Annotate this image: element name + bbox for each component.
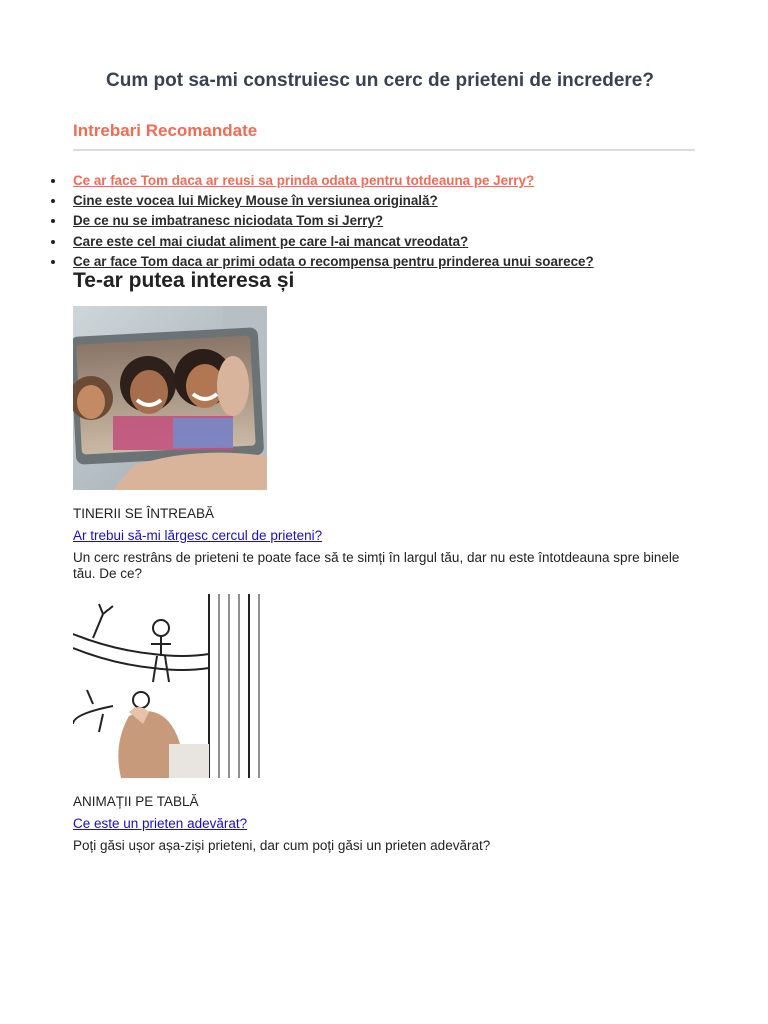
recommended-questions-list bbox=[73, 172, 713, 273]
card-description: Poți găsi ușor așa-ziși prieteni, dar cum poți găsi un prieten adevărat? bbox=[73, 838, 491, 853]
related-heading: Te-ar putea interesa și bbox=[73, 269, 295, 292]
card-category: ANIMAȚII PE TABLĂ bbox=[73, 794, 199, 809]
whiteboard-animation-image[interactable] bbox=[73, 594, 267, 778]
question-link-5[interactable]: Ce ar face Tom daca ar primi odata o recompensa pentru prinderea unui soarece? bbox=[73, 253, 594, 269]
friends-selfie-image[interactable] bbox=[73, 306, 267, 490]
question-link-1[interactable]: Ce ar face Tom daca ar reusi sa prinda odata pentru totdeauna pe Jerry? bbox=[73, 173, 535, 188]
card-link[interactable]: Ar trebui să-mi lărgesc cercul de prieteni? bbox=[73, 528, 323, 543]
card-description: Un cerc restrâns de prieteni te poate face să te simți în largul tău, dar nu este întotdeauna spre binele tău. De ce? bbox=[73, 550, 680, 581]
question-link-4[interactable]: Care este cel mai ciudat aliment pe care l-ai mancat vreodata? bbox=[73, 233, 469, 249]
list-item bbox=[73, 192, 713, 212]
list-item bbox=[73, 212, 713, 232]
list-item bbox=[73, 172, 713, 192]
question-link-2[interactable]: Cine este vocea lui Mickey Mouse în versiunea originală? bbox=[73, 193, 438, 209]
section-divider bbox=[73, 149, 695, 151]
list-item bbox=[73, 233, 713, 253]
page-title: Cum pot sa-mi construiesc un cerc de prieteni de incredere? bbox=[106, 70, 654, 91]
related-card-2 bbox=[73, 594, 695, 854]
recommended-heading: Intrebari Recomandate bbox=[73, 121, 258, 140]
related-card-1 bbox=[73, 306, 695, 581]
question-link-3[interactable]: De ce nu se imbatranesc niciodata Tom si Jerry? bbox=[73, 213, 384, 229]
card-link[interactable]: Ce este un prieten adevărat? bbox=[73, 816, 248, 831]
card-category: TINERII SE ÎNTREABĂ bbox=[73, 506, 215, 521]
